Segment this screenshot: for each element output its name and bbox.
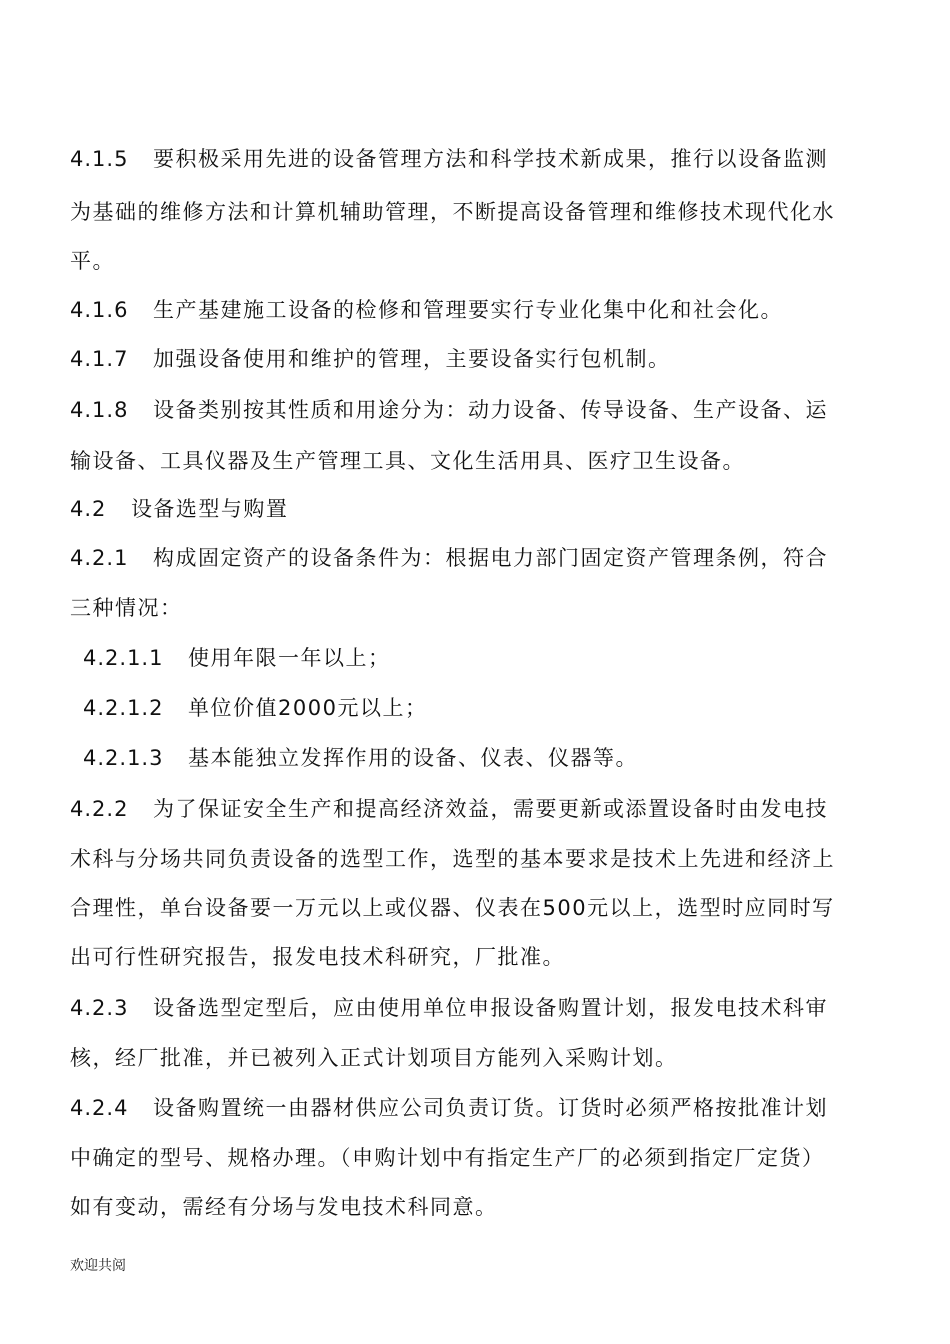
section-number: 4.2.1.3: [83, 746, 164, 770]
paragraph-4-2-2-line-3: 合理性，单台设备要一万元以上或仪器、仪表在500元以上，选型时应同时写: [70, 896, 835, 920]
section-heading-4-2: [70, 495, 288, 523]
section-number: 4.1.6: [70, 298, 129, 322]
paragraph-text: 构成固定资产的设备条件为：根据电力部门固定资产管理条例，符合: [152, 546, 828, 570]
paragraph-4-2-4-line-3: 如有变动，需经有分场与发电技术科同意。: [70, 1195, 498, 1219]
section-number: 4.2.2: [70, 797, 129, 821]
paragraph-4-2-4-line-2: 中确定的型号、规格办理。（申购计划中有指定生产厂的必须到指定厂定货）: [70, 1146, 825, 1170]
item-text: 单位价值2000元以上；: [188, 696, 428, 720]
paragraph-4-2-1-line-1: [70, 544, 828, 572]
section-number: 4.1.5: [70, 147, 129, 171]
paragraph-4-1-7: [70, 345, 670, 373]
paragraph-text: 设备选型定型后，应由使用单位申报设备购置计划，报发电技术科审: [152, 996, 828, 1020]
paragraph-text: 生产基建施工设备的检修和管理要实行专业化集中化和社会化。: [152, 298, 783, 322]
paragraph-4-2-2-line-1: [70, 795, 828, 823]
paragraph-4-1-5-line-1: [70, 145, 828, 173]
paragraph-4-2-2-line-4: 出可行性研究报告，报发电技术科研究，厂批准。: [70, 945, 565, 969]
section-number: 4.1.8: [70, 398, 129, 422]
section-number: 4.2.4: [70, 1096, 129, 1120]
item-text: 基本能独立发挥作用的设备、仪表、仪器等。: [188, 746, 639, 770]
page-footer: 欢迎共阅: [70, 1258, 126, 1274]
paragraph-4-1-5-line-3: 平。: [70, 249, 115, 273]
item-4-2-1-3: [83, 744, 638, 772]
section-number: 4.2.1.2: [83, 696, 164, 720]
item-4-2-1-1: [83, 644, 391, 672]
paragraph-text: 为了保证安全生产和提高经济效益，需要更新或添置设备时由发电技: [152, 797, 828, 821]
paragraph-4-2-3-line-2: 核，经厂批准，并已被列入正式计划项目方能列入采购计划。: [70, 1046, 678, 1070]
paragraph-4-1-8-line-1: [70, 396, 828, 424]
paragraph-text: 设备购置统一由器材供应公司负责订货。订货时必须严格按批准计划: [152, 1096, 828, 1120]
item-text: 使用年限一年以上；: [188, 646, 391, 670]
paragraph-4-1-8-line-2: 输设备、工具仪器及生产管理工具、文化生活用具、医疗卫生设备。: [70, 449, 745, 473]
paragraph-text: 要积极采用先进的设备管理方法和科学技术新成果，推行以设备监测: [152, 147, 828, 171]
paragraph-text: 加强设备使用和维护的管理，主要设备实行包机制。: [152, 347, 671, 371]
paragraph-4-2-2-line-2: 术科与分场共同负责设备的选型工作，选型的基本要求是技术上先进和经济上: [70, 847, 835, 871]
paragraph-4-2-1-line-2: 三种情况：: [70, 596, 183, 620]
paragraph-text: 设备类别按其性质和用途分为：动力设备、传导设备、生产设备、运: [152, 398, 828, 422]
section-number: 4.2.1: [70, 546, 129, 570]
paragraph-4-2-3-line-1: [70, 994, 828, 1022]
section-number: 4.2: [70, 497, 107, 521]
paragraph-4-1-5-line-2: 为基础的维修方法和计算机辅助管理，不断提高设备管理和维修技术现代化水: [70, 200, 835, 224]
paragraph-4-2-4-line-1: [70, 1094, 828, 1122]
paragraph-4-1-6: [70, 296, 783, 324]
section-number: 4.2.1.1: [83, 646, 164, 670]
section-number: 4.1.7: [70, 347, 129, 371]
item-4-2-1-2: [83, 694, 427, 722]
section-title: 设备选型与购置: [130, 497, 289, 521]
section-number: 4.2.3: [70, 996, 129, 1020]
